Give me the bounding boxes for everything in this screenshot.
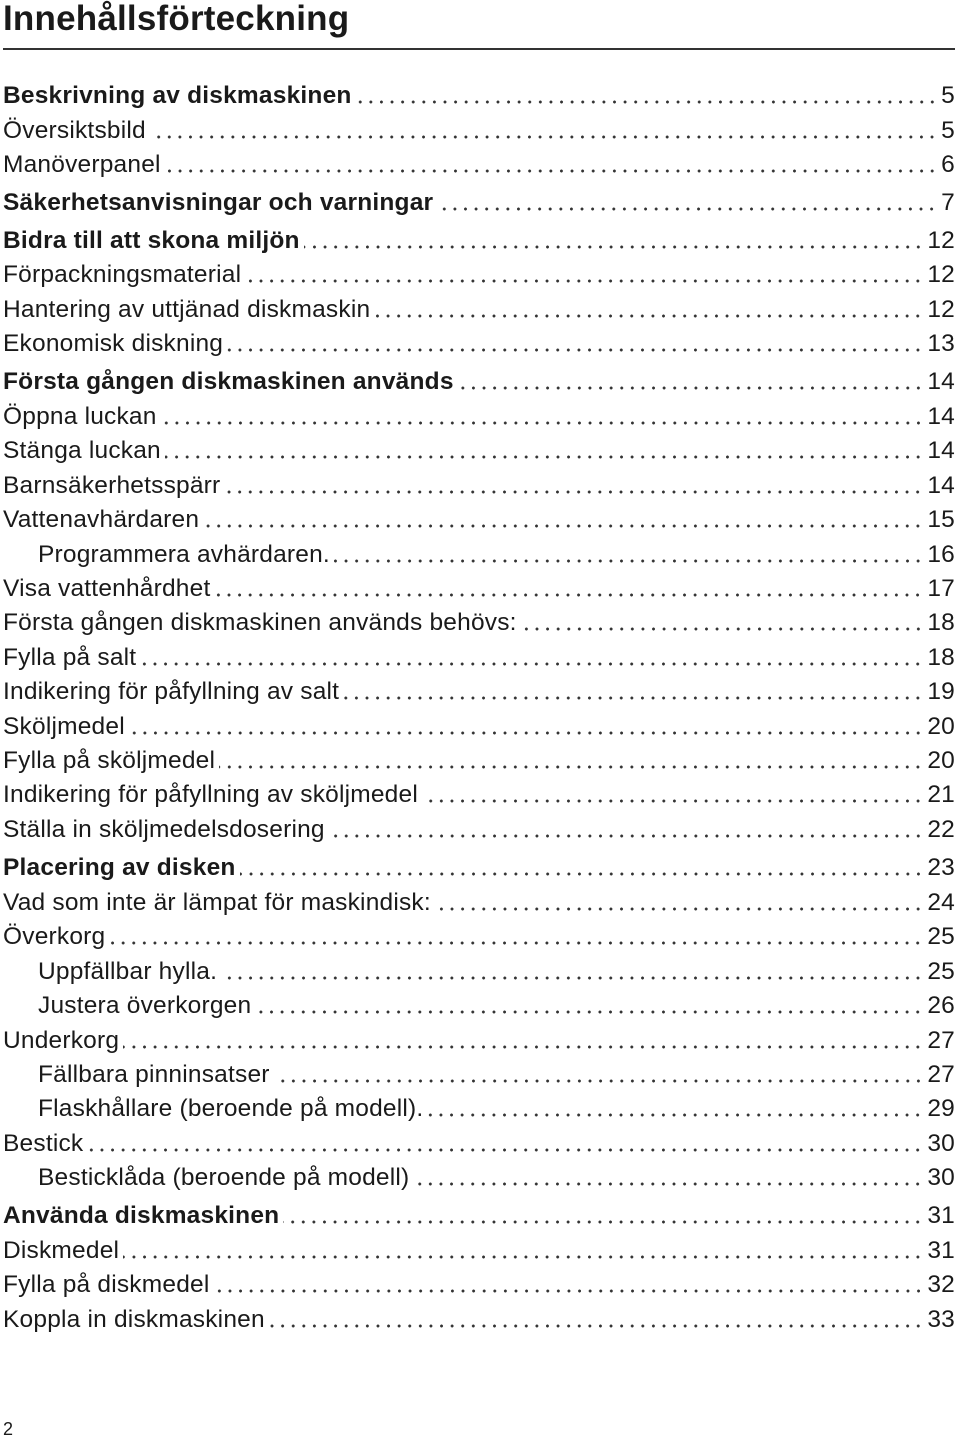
toc-entry[interactable] xyxy=(0,186,955,220)
toc-entry-label: Första gången diskmaskinen används behövs: xyxy=(3,609,517,636)
toc-entry-label: Fällbara pinninsatser xyxy=(38,1061,270,1088)
toc-entry[interactable] xyxy=(0,1268,955,1302)
toc-entry-page: 12 xyxy=(927,296,955,323)
dot-leader xyxy=(245,279,923,283)
toc-entry-page: 16 xyxy=(927,541,955,568)
dot-leader xyxy=(221,976,923,980)
toc-entry-label: Uppfällbar hylla. xyxy=(38,958,218,985)
toc-entry-page: 14 xyxy=(927,437,955,464)
toc-entry-page: 12 xyxy=(927,261,955,288)
toc-entry-label: Säkerhetsanvisningar och varningar xyxy=(3,189,434,216)
toc-entry-page: 17 xyxy=(927,575,955,602)
toc-entry-page: 12 xyxy=(927,227,955,254)
toc-entry-label: Ställa in sköljmedelsdosering xyxy=(3,816,325,843)
toc-entry[interactable] xyxy=(0,572,955,606)
dot-leader xyxy=(227,348,923,352)
dot-leader xyxy=(283,1220,923,1224)
dot-leader xyxy=(165,169,938,173)
toc-entry[interactable] xyxy=(0,675,955,709)
toc-entry[interactable] xyxy=(0,886,955,920)
dot-leader xyxy=(334,559,923,563)
toc-entry[interactable] xyxy=(0,989,955,1023)
toc-entry[interactable] xyxy=(0,1303,955,1337)
toc-entry-page: 5 xyxy=(941,117,955,144)
dot-leader xyxy=(214,593,923,597)
toc-entry[interactable] xyxy=(0,1058,955,1092)
toc-entry[interactable] xyxy=(0,469,955,503)
toc-entry-page: 31 xyxy=(927,1202,955,1229)
toc-entry[interactable] xyxy=(0,400,955,434)
toc-entry-page: 29 xyxy=(927,1095,955,1122)
dot-leader xyxy=(203,524,923,528)
dot-leader xyxy=(123,1045,923,1049)
toc-entry[interactable] xyxy=(0,293,955,327)
toc-entry-page: 30 xyxy=(927,1130,955,1157)
toc-entry[interactable] xyxy=(0,1199,955,1233)
toc-entry-label: Öppna luckan xyxy=(3,403,157,430)
toc-entry-page: 14 xyxy=(927,368,955,395)
toc-entry[interactable] xyxy=(0,1161,955,1195)
toc-entry-label: Ekonomisk diskning xyxy=(3,330,224,357)
dot-leader xyxy=(123,1255,923,1259)
title-divider xyxy=(3,48,955,50)
toc-entry-label: Stänga luckan xyxy=(3,437,161,464)
toc-entry[interactable] xyxy=(0,434,955,468)
toc-entry[interactable] xyxy=(0,813,955,847)
toc-entry[interactable] xyxy=(0,1127,955,1161)
toc-entry-page: 14 xyxy=(927,403,955,430)
dot-leader xyxy=(521,627,924,631)
toc-entry-label: Använda diskmaskinen xyxy=(3,1202,280,1229)
dot-leader xyxy=(87,1148,923,1152)
toc-entry[interactable] xyxy=(0,258,955,292)
toc-entry[interactable] xyxy=(0,778,955,812)
toc-entry[interactable] xyxy=(0,327,955,361)
toc-entry[interactable] xyxy=(0,1024,955,1058)
dot-leader xyxy=(458,386,924,390)
dot-leader xyxy=(422,799,923,803)
toc-entry[interactable] xyxy=(0,744,955,778)
toc-entry[interactable] xyxy=(0,503,955,537)
toc-entry-page: 26 xyxy=(927,992,955,1019)
dot-leader xyxy=(150,135,937,139)
dot-leader xyxy=(413,1182,923,1186)
toc-entry[interactable] xyxy=(0,606,955,640)
toc-entry-label: Koppla in diskmaskinen xyxy=(3,1306,265,1333)
toc-entry-label: Justera överkorgen xyxy=(38,992,252,1019)
dot-leader xyxy=(304,245,924,249)
toc-entry[interactable] xyxy=(0,148,955,182)
toc-entry-page: 18 xyxy=(927,609,955,636)
toc-entry-label: Fylla på sköljmedel xyxy=(3,747,216,774)
toc-entry-label: Översiktsbild xyxy=(3,117,146,144)
toc-entry-label: Första gången diskmaskinen används xyxy=(3,368,454,395)
toc-entry-page: 19 xyxy=(927,678,955,705)
toc-entry-label: Barnsäkerhetsspärr xyxy=(3,472,221,499)
toc-entry-label: Diskmedel xyxy=(3,1237,120,1264)
dot-leader xyxy=(255,1010,923,1014)
dot-leader xyxy=(374,314,923,318)
toc-entry[interactable] xyxy=(0,114,955,148)
toc-entry-page: 27 xyxy=(927,1027,955,1054)
toc-entry-page: 5 xyxy=(941,82,955,109)
dot-leader xyxy=(329,834,924,838)
toc-entry-page: 18 xyxy=(927,644,955,671)
toc-entry[interactable] xyxy=(0,365,955,399)
dot-leader xyxy=(214,1289,924,1293)
dot-leader xyxy=(356,100,938,104)
toc-entry-label: Beskrivning av diskmaskinen xyxy=(3,82,352,109)
toc-entry[interactable] xyxy=(0,920,955,954)
toc-entry-label: Underkorg xyxy=(3,1027,120,1054)
toc-entry-page: 24 xyxy=(927,889,955,916)
toc-entry-label: Fylla på diskmedel xyxy=(3,1271,210,1298)
toc-entry-label: Bestick xyxy=(3,1130,84,1157)
toc-entry-page: 7 xyxy=(941,189,955,216)
toc-entry-page: 31 xyxy=(927,1237,955,1264)
toc-entry-label: Besticklåda (beroende på modell) xyxy=(38,1164,410,1191)
toc-entry-page: 22 xyxy=(927,816,955,843)
toc-entry-label: Fylla på salt xyxy=(3,644,137,671)
toc-entry-page: 21 xyxy=(927,781,955,808)
toc-entry[interactable] xyxy=(0,1234,955,1268)
toc-entry[interactable] xyxy=(0,538,955,572)
dot-leader xyxy=(165,455,923,459)
toc-entry-page: 20 xyxy=(927,747,955,774)
toc-entry-page: 27 xyxy=(927,1061,955,1088)
dot-leader xyxy=(427,1113,923,1117)
toc-entry-page: 14 xyxy=(927,472,955,499)
toc-entry-page: 23 xyxy=(927,854,955,881)
toc-entry-label: Indikering för påfyllning av sköljmedel xyxy=(3,781,418,808)
dot-leader xyxy=(219,765,923,769)
page-title: Innehållsförteckning xyxy=(3,0,350,38)
footer-page-number: 2 xyxy=(3,1419,14,1439)
toc-entry-label: Placering av disken xyxy=(3,854,236,881)
toc-entry[interactable] xyxy=(0,1092,955,1126)
toc-entry-label: Indikering för påfyllning av salt xyxy=(3,678,340,705)
dot-leader xyxy=(240,872,924,876)
toc-entry-page: 30 xyxy=(927,1164,955,1191)
toc-entry[interactable] xyxy=(0,224,955,258)
toc-entry-label: Överkorg xyxy=(3,923,106,950)
dot-leader xyxy=(437,207,937,211)
toc-entry[interactable] xyxy=(0,955,955,989)
toc-entry-page: 15 xyxy=(927,506,955,533)
toc-entry-page: 33 xyxy=(927,1306,955,1333)
toc-entry-label: Vattenavhärdaren xyxy=(3,506,200,533)
dot-leader xyxy=(269,1324,924,1328)
toc-entry[interactable] xyxy=(0,710,955,744)
toc-entry-page: 25 xyxy=(927,958,955,985)
dot-leader xyxy=(435,907,923,911)
toc-entry[interactable] xyxy=(0,641,955,675)
dot-leader xyxy=(343,696,923,700)
toc-entry-label: Programmera avhärdaren. xyxy=(38,541,330,568)
dot-leader xyxy=(129,731,924,735)
toc-entry-page: 25 xyxy=(927,923,955,950)
toc-entry-page: 13 xyxy=(927,330,955,357)
toc-entry-page: 20 xyxy=(927,713,955,740)
toc-entry-label: Hantering av uttjänad diskmaskin xyxy=(3,296,371,323)
toc-entry-label: Sköljmedel xyxy=(3,713,125,740)
toc-entry-label: Flaskhållare (beroende på modell). xyxy=(38,1095,424,1122)
toc-entry-label: Förpackningsmaterial xyxy=(3,261,242,288)
dot-leader xyxy=(140,662,923,666)
toc-entry[interactable] xyxy=(0,851,955,885)
dot-leader xyxy=(274,1079,924,1083)
toc-entry-label: Manöverpanel xyxy=(3,151,161,178)
toc-entry-label: Visa vattenhårdhet xyxy=(3,575,211,602)
toc-entry[interactable] xyxy=(0,79,955,113)
dot-leader xyxy=(109,941,923,945)
toc-entry-page: 6 xyxy=(941,151,955,178)
toc-entry-page: 32 xyxy=(927,1271,955,1298)
dot-leader xyxy=(224,490,923,494)
toc-entry-label: Bidra till att skona miljön xyxy=(3,227,300,254)
toc-entry-label: Vad som inte är lämpat för maskindisk: xyxy=(3,889,431,916)
dot-leader xyxy=(161,421,924,425)
